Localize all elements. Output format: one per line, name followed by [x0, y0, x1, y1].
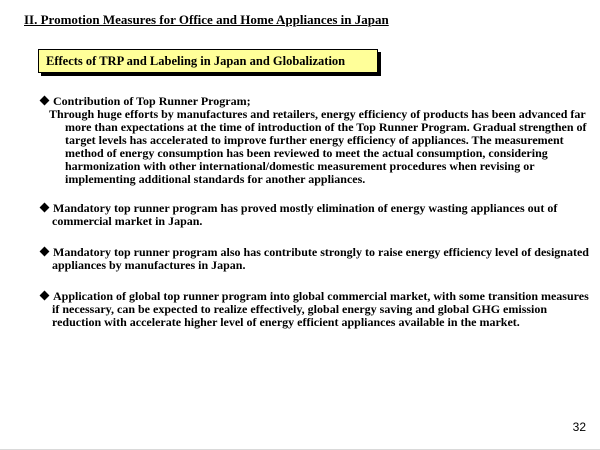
- diamond-bullet-icon: [40, 96, 50, 106]
- page-number: 32: [572, 420, 586, 434]
- bullet-text: Mandatory top runner program has proved mostly elimination of energy wasting appliances out of commercial market in Japan.: [52, 201, 558, 228]
- diamond-bullet-icon: [40, 291, 50, 301]
- bullet-text: Mandatory top runner program also has contribute strongly to raise energy efficiency level of designated appliances by manufactures in Japan.: [52, 245, 589, 272]
- bullet-line: [30, 246, 590, 272]
- subtitle-text: Effects of TRP and Labeling in Japan and Globalization: [46, 54, 346, 68]
- bullet-text: Application of global top runner program into global commercial market, with some transition measures if necessary, can be expected to realize effectively, global energy saving and global GHG emission reduction with accelerate higher level of energy efficient appliances available in the market.: [52, 289, 589, 329]
- bullet-item-efficiency-level: [30, 246, 590, 272]
- slide-heading: II. Promotion Measures for Office and Home Appliances in Japan: [24, 12, 389, 27]
- bullet-line: [30, 290, 590, 329]
- subtitle-box: [38, 49, 378, 73]
- diamond-bullet-icon: [40, 247, 50, 257]
- bullet-list: [30, 95, 590, 347]
- bullet-body: Through huge efforts by manufactures and retailers, energy efficiency of products has been advanced far more than expectations at the time of introduction of the Top Runner Program. Gradual strengthen of target levels has accelerated to improve further energy efficiency of appliances. The measurement method of energy consumption has been reviewed to meet the actual consumption, considering harmonization with other international/domestic measurement procedures when revising or implementing additional standards for another appliances.: [49, 107, 587, 186]
- bullet-heading: Contribution of Top Runner Program;: [53, 94, 251, 108]
- bullet-item-elimination: [30, 202, 590, 228]
- bullet-item-global-application: [30, 290, 590, 329]
- bullet-line: [30, 202, 590, 228]
- bullet-item-top-runner-contribution: [30, 95, 590, 186]
- diamond-bullet-icon: [40, 203, 50, 213]
